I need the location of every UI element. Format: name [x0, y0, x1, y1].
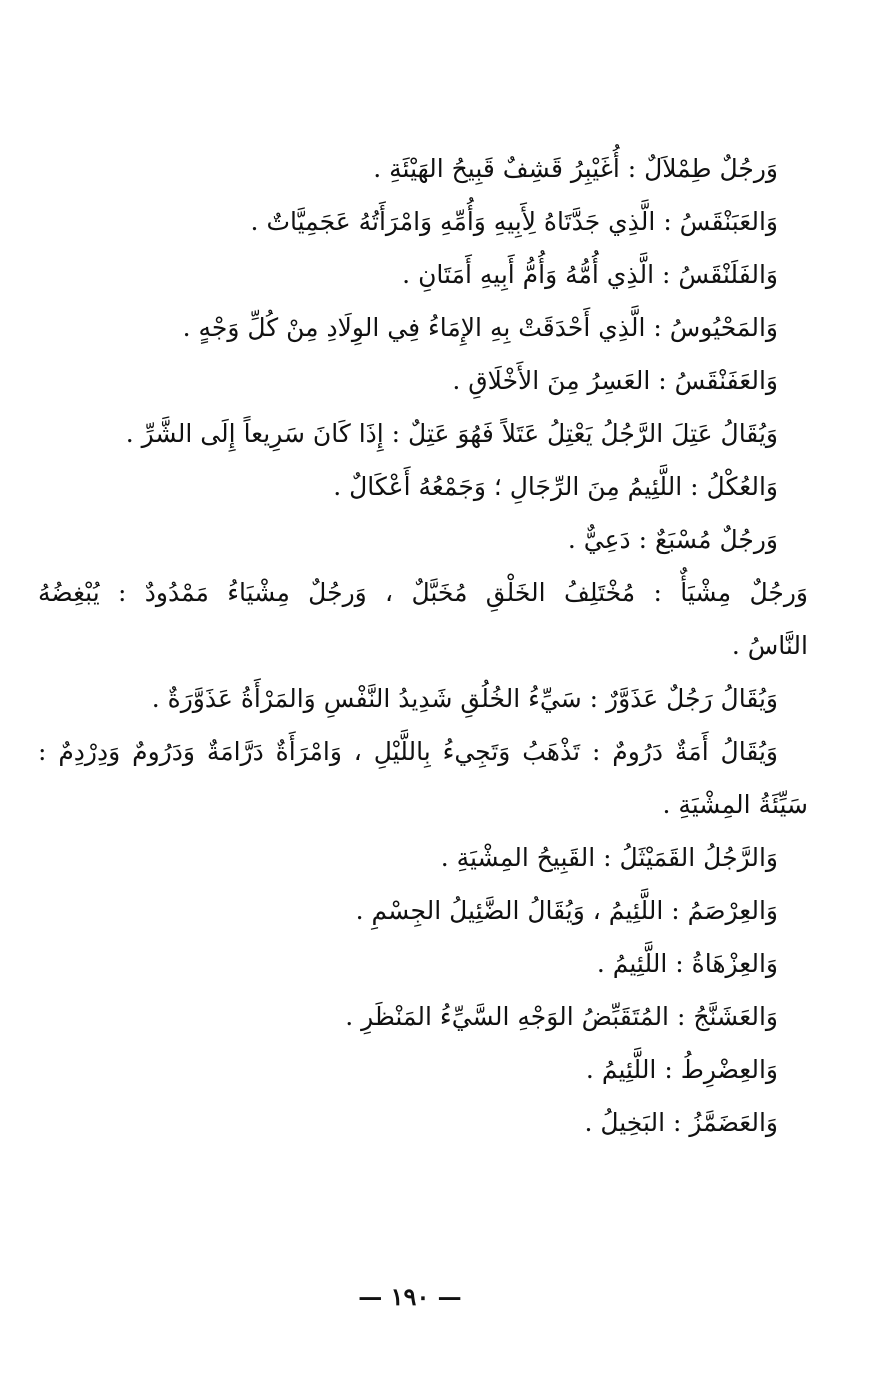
text-line: وَالفَلَنْقَسُ : الَّذِي أُمُّهُ وَأُمُّ أَبِيهِ أَمَتَانِ . — [402, 260, 778, 289]
text-line: وَالعِزْهَاةُ : اللَّئِيمُ . — [596, 949, 778, 978]
text-line: وَالرَّجُلُ القَمَيْثَلُ : القَبِيحُ المِشْيَةِ . — [440, 843, 778, 872]
text-line: وَالعَفَنْقَسُ : العَسِرُ مِنَ الأَخْلَاقِ . — [452, 366, 778, 395]
text-line: وَيُقَالُ أَمَةٌ دَرُومٌ : تَذْهَبُ وَتَجِيءُ بِاللَّيْلِ ، وَامْرَأَةٌ دَرَّامَةٌ وَدَرُومٌ وَدِرْدِمٌ : — [38, 737, 778, 766]
text-line: وَرجُلٌ مُسْبَعٌ : دَعِيٌّ . — [567, 525, 778, 554]
text-line: وَالعِرْصَمُ : اللَّئِيمُ ، وَيُقَالُ الضَّئِيلُ الجِسْمِ . — [355, 896, 778, 925]
text-line-continuation: النَّاسُ . — [731, 631, 808, 660]
text-line: وَرجُلٌ طِمْلاَلٌ : أُغَيْبِرُ قَشِفٌ قَبِيحُ الهَيْئَةِ . — [373, 154, 778, 183]
text-line: وَالعُكْلُ : اللَّئِيمُ مِنَ الرِّجَالِ ؛ وَجَمْعُهُ أَعْكَالٌ . — [333, 472, 778, 501]
page-number: — ١٩٠ — — [358, 1282, 462, 1311]
text-line: وَالمَحْيُوسُ : الَّذِي أَحْدَقَتْ بِهِ الإِمَاءُ فِي الوِلَادِ مِنْ كُلِّ وَجْهٍ . — [182, 313, 778, 342]
text-line: وَالعَبَنْقَسُ : الَّذِي جَدَّتَاهُ لِأَبِيهِ وَأُمِّهِ وَامْرَأَتُهُ عَجَمِيَّاتٌ . — [250, 207, 778, 236]
text-line: وَالعَضَمَّزُ : البَخِيلُ . — [584, 1108, 778, 1137]
text-line: وَيُقَالُ رَجُلٌ عَذَوَّرٌ : سَيِّءُ الخُلُقِ شَدِيدُ النَّفْسِ وَالمَرْأَةُ عَذَوَّرَةٌ . — [151, 684, 778, 713]
text-line: وَالعِضْرِطُ : اللَّئِيمُ . — [585, 1055, 778, 1084]
text-line: وَالعَشَنَّجُ : المُتَقَبِّضُ الوَجْهِ السَّيِّءُ المَنْظَرِ . — [345, 1002, 778, 1031]
text-line-continuation: سَيِّئَةُ المِشْيَةِ . — [662, 790, 808, 819]
text-line: وَيُقَالُ عَتِلَ الرَّجُلُ يَعْتِلُ عَتَلاً فَهُوَ عَتِلٌ : إِذَا كَانَ سَرِيعاً إِلَى الشَّرِّ . — [125, 419, 778, 448]
text-line: وَرجُلٌ مِشْيَأٌ : مُخْتَلِفُ الخَلْقِ مُخَبَّلٌ ، وَرجُلٌ مِشْيَاءُ مَمْدُودٌ : يُبْغِضُهُ — [38, 578, 808, 607]
text-body — [38, 142, 808, 1149]
